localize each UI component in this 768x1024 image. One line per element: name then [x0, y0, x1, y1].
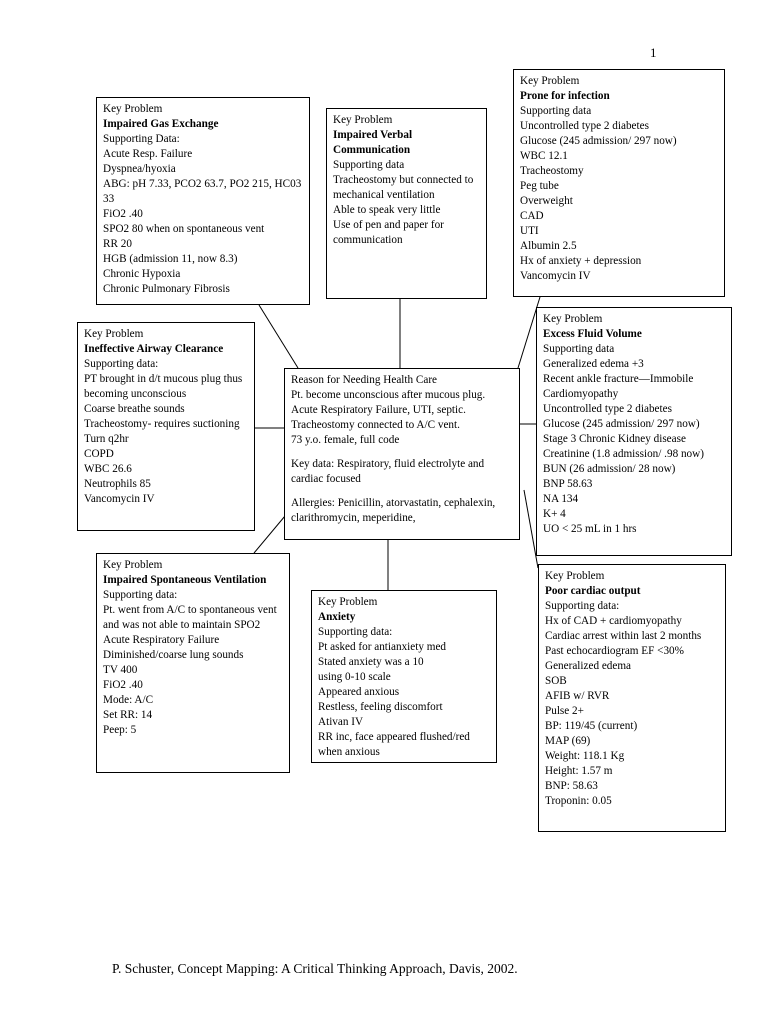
item: Weight: 118.1 Kg — [545, 750, 625, 762]
allergies: Allergies: Penicillin, atorvastatin, cephalexin, clarithromycin, meperidine, — [291, 497, 496, 524]
item: BP: 119/45 (current) — [545, 720, 638, 732]
item: using 0-10 scale — [318, 671, 391, 683]
center-line: Reason for Needing Health Care — [291, 374, 438, 386]
item: Glucose (245 admission/ 297 now) — [543, 418, 700, 430]
citation-footer: P. Schuster, Concept Mapping: A Critical Thinking Approach, Davis, 2002. — [112, 961, 518, 976]
item: Diminished/coarse lung sounds — [103, 649, 244, 661]
item: SOB — [545, 675, 567, 687]
item: Dyspnea/hyoxia — [103, 163, 176, 175]
key-data: Key data: Respiratory, fluid electrolyte and cardiac focused — [291, 458, 485, 485]
page-number: 1 — [650, 45, 657, 60]
item: Vancomycin IV — [520, 270, 591, 282]
item: COPD — [84, 448, 114, 460]
key-problem-label: Key Problem — [103, 559, 163, 571]
box-poor-cardiac-output — [538, 564, 726, 832]
item: Use of pen and paper for communication — [333, 219, 444, 246]
item: Ativan IV — [318, 716, 364, 728]
problem-title: Ineffective Airway Clearance — [84, 343, 224, 355]
item: FiO2 .40 — [103, 679, 143, 691]
box-ineffective-airway-clearance — [77, 322, 255, 531]
item: WBC 26.6 — [84, 463, 132, 475]
problem-title: Prone for infection — [520, 90, 610, 102]
problem-title: Excess Fluid Volume — [543, 328, 642, 340]
box-prone-for-infection — [513, 69, 725, 297]
key-problem-label: Key Problem — [103, 103, 163, 115]
item: Neutrophils 85 — [84, 478, 151, 490]
item: Recent ankle fracture—Immobile — [543, 373, 694, 385]
key-problem-label: Key Problem — [333, 114, 393, 126]
supporting-label: Supporting Data: — [103, 133, 180, 145]
supporting-label: Supporting data — [543, 343, 615, 355]
item: Chronic Pulmonary Fibrosis — [103, 283, 230, 295]
supporting-label: Supporting data: — [318, 626, 393, 638]
center-line: 73 y.o. female, full code — [291, 434, 400, 446]
item: Peep: 5 — [103, 724, 137, 736]
item: Uncontrolled type 2 diabetes — [543, 403, 672, 415]
item: ABG: pH 7.33, PCO2 63.7, PO2 215, HC03 33 — [103, 178, 302, 205]
box-impaired-spontaneous-ventilation — [96, 553, 290, 773]
center-line: Acute Respiratory Failure, UTI, septic. — [291, 404, 466, 416]
item: AFIB w/ RVR — [545, 690, 610, 702]
center-line: Tracheostomy connected to A/C vent. — [291, 419, 460, 431]
item: PT brought in d/t mucous plug thus becoming unconscious — [84, 373, 243, 400]
item: Hx of anxiety + depression — [520, 255, 642, 267]
item: Uncontrolled type 2 diabetes — [520, 120, 649, 132]
item: Set RR: 14 — [103, 709, 153, 721]
item: FiO2 .40 — [103, 208, 143, 220]
key-problem-label: Key Problem — [520, 75, 580, 87]
item: Tracheostomy- requires suctioning — [84, 418, 240, 430]
item: TV 400 — [103, 664, 138, 676]
item: Cardiomyopathy — [543, 388, 619, 400]
item: Stage 3 Chronic Kidney disease — [543, 433, 686, 445]
item: HGB (admission 11, now 8.3) — [103, 253, 238, 265]
item: UTI — [520, 225, 539, 237]
key-problem-label: Key Problem — [84, 328, 144, 340]
item: Pulse 2+ — [545, 705, 584, 717]
item: NA 134 — [543, 493, 579, 505]
item: Chronic Hypoxia — [103, 268, 181, 280]
item: Acute Resp. Failure — [103, 148, 193, 160]
item: Overweight — [520, 195, 573, 207]
item: Turn q2hr — [84, 433, 129, 445]
problem-title: Poor cardiac output — [545, 585, 641, 597]
item: Coarse breathe sounds — [84, 403, 185, 415]
item: BUN (26 admission/ 28 now) — [543, 463, 676, 475]
center-line: Pt. become unconscious after mucous plug. — [291, 389, 486, 401]
item: BNP: 58.63 — [545, 780, 598, 792]
key-problem-label: Key Problem — [545, 570, 605, 582]
item: UO < 25 mL in 1 hrs — [543, 523, 637, 535]
item: MAP (69) — [545, 735, 591, 747]
box-impaired-verbal-communication — [326, 108, 487, 299]
supporting-label: Supporting data — [333, 159, 405, 171]
item: Able to speak very little — [333, 204, 441, 216]
item: and was not able to maintain SPO2 — [103, 619, 261, 631]
box-anxiety — [311, 590, 497, 763]
item: SPO2 80 when on spontaneous vent — [103, 223, 265, 235]
item: Generalized edema +3 — [543, 358, 644, 370]
item: CAD — [520, 210, 544, 222]
box-impaired-gas-exchange — [96, 97, 310, 305]
item: Vancomycin IV — [84, 493, 155, 505]
item: BNP 58.63 — [543, 478, 593, 490]
item: Generalized edema — [545, 660, 632, 672]
box-excess-fluid-volume — [536, 307, 732, 556]
item: Height: 1.57 m — [545, 765, 613, 777]
problem-title: Impaired Spontaneous Ventilation — [103, 574, 267, 586]
item: RR 20 — [103, 238, 132, 250]
item: Restless, feeling discomfort — [318, 701, 443, 713]
item: RR inc, face appeared flushed/red when anxious — [318, 731, 470, 758]
key-problem-label: Key Problem — [318, 596, 378, 608]
problem-title: Anxiety — [318, 611, 356, 623]
item: Tracheostomy but connected to mechanical ventilation — [333, 174, 474, 201]
link-gas-exchange — [259, 305, 298, 368]
supporting-label: Supporting data: — [103, 589, 178, 601]
item: Albumin 2.5 — [520, 240, 577, 252]
supporting-label: Supporting data — [520, 105, 592, 117]
item: Stated anxiety was a 10 — [318, 656, 424, 668]
item: Appeared anxious — [318, 686, 400, 698]
supporting-label: Supporting data: — [545, 600, 620, 612]
problem-title: Impaired Gas Exchange — [103, 118, 219, 130]
item: Acute Respiratory Failure — [103, 634, 220, 646]
key-problem-label: Key Problem — [543, 313, 603, 325]
box-reason-for-health-care — [284, 368, 520, 540]
item: Creatinine (1.8 admission/ .98 now) — [543, 448, 704, 460]
item: Tracheostomy — [520, 165, 584, 177]
item: WBC 12.1 — [520, 150, 568, 162]
item: Glucose (245 admission/ 297 now) — [520, 135, 677, 147]
item: Past echocardiogram EF <30% — [545, 645, 684, 657]
item: Troponin: 0.05 — [545, 795, 612, 807]
item: Hx of CAD + cardiomyopathy — [545, 615, 682, 627]
item: Pt asked for antianxiety med — [318, 641, 447, 653]
item: Pt. went from A/C to spontaneous vent — [103, 604, 277, 616]
item: Cardiac arrest within last 2 months — [545, 630, 702, 642]
item: Mode: A/C — [103, 694, 154, 706]
item: K+ 4 — [543, 508, 566, 520]
item: Peg tube — [520, 180, 559, 192]
supporting-label: Supporting data: — [84, 358, 159, 370]
problem-title: Impaired Verbal Communication — [333, 129, 413, 156]
